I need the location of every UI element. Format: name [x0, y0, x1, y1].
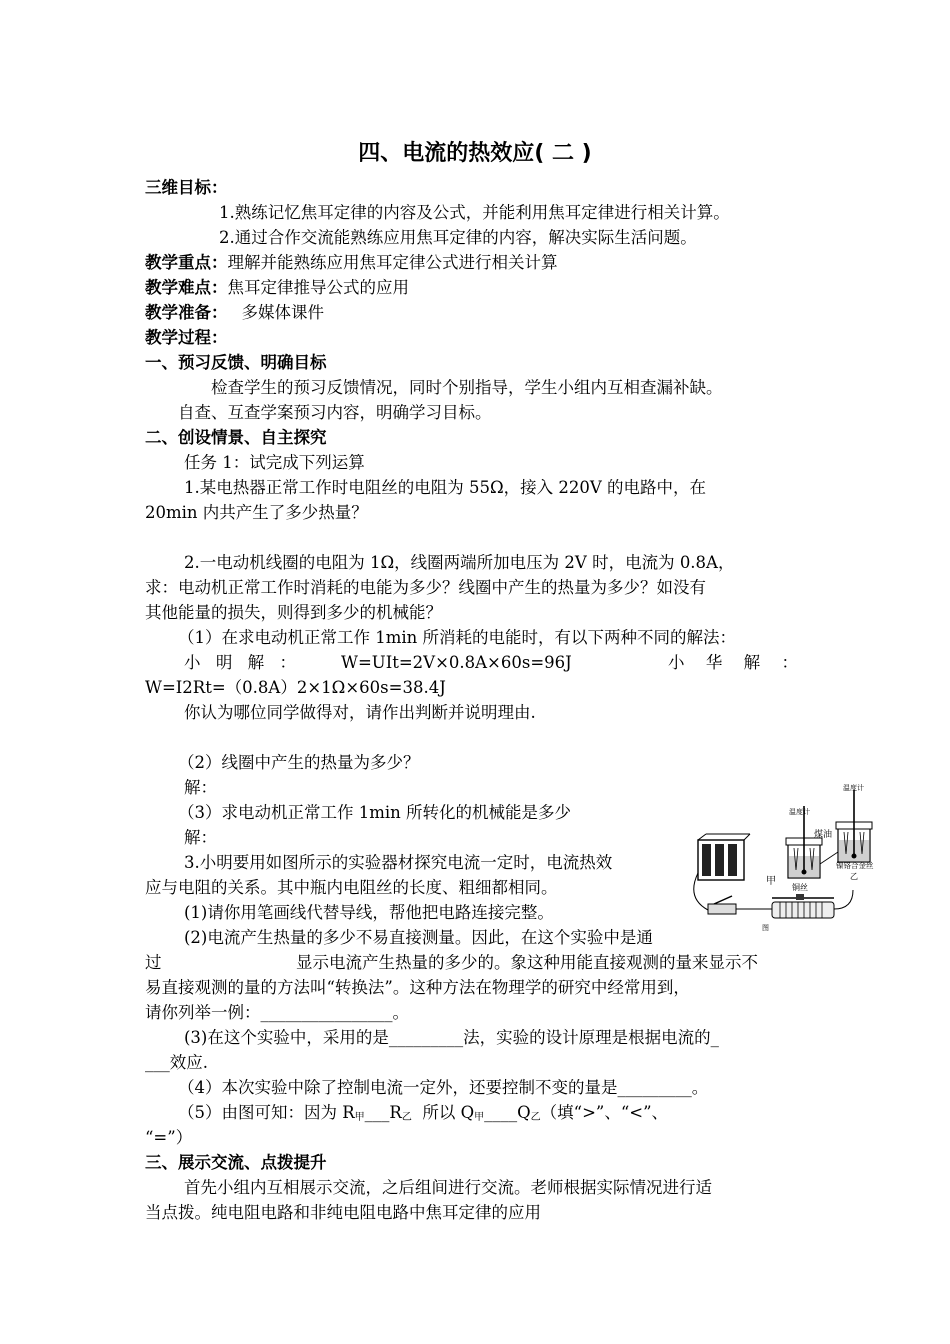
q2-sub2: （2）线圈中产生的热量为多少？	[178, 753, 420, 772]
q3-sub5-line2: “=”）	[145, 1128, 193, 1147]
judge-line: 你认为哪位同学做得对，请作出判断并说明理由.	[184, 703, 536, 722]
copper-label: 铜丝	[792, 883, 808, 892]
section1-heading: 一、预习反馈、明确目标	[145, 353, 327, 372]
page-title: 四、电流的热效应( 二 )	[358, 141, 592, 166]
q3-sub2-line1: (2)电流产生热量的多少不易直接测量。因此，在这个实验中是通	[184, 928, 653, 947]
q2-line3: 其他能量的损失，则得到多少的机械能？	[145, 603, 442, 622]
switch-icon	[708, 896, 736, 914]
q2-line2: 求：电动机正常工作时消耗的电能为多少？线圈中产生的热量为多少？如没有	[145, 578, 706, 597]
focus-row	[145, 252, 558, 274]
focus-label: 教学重点：	[145, 253, 228, 272]
q3-line2: 应与电阻的关系。其中瓶内电阻丝的长度、粗细都相同。	[145, 878, 558, 897]
yi-label: 乙	[850, 872, 858, 881]
q2-sub1: （1）在求电动机正常工作 1min 所消耗的电能时，有以下两种不同的解法：	[178, 628, 737, 647]
q1-line1: 1.某电热器正常工作时电阻丝的电阻为 55Ω，接入 220V 的电路中，在	[184, 478, 707, 497]
difficulty-row	[145, 277, 409, 299]
process-label: 教学过程：	[145, 328, 228, 347]
q3-sub2-line3: 易直接观测的量的方法叫“转换法”。这种方法在物理学的研究中经常用到，	[145, 978, 690, 997]
difficulty-label: 教学难点：	[145, 278, 228, 297]
nichrome-label: 镍铬合金丝	[836, 861, 874, 870]
goals-heading: 三维目标：	[145, 178, 228, 197]
section3-line2: 当点拨。纯电阻电路和非纯电阻电路中焦耳定律的应用	[145, 1203, 541, 1222]
q3-sub1: (1)请你用笔画线代替导线，帮他把电路连接完整。	[184, 903, 554, 922]
xiaohua-formula: W=I2Rt=（0.8A）2×1Ω×60s=38.4J	[145, 678, 446, 697]
q3-sub2-line4: 请你列举一例：________________。	[145, 1003, 409, 1022]
experiment-figure	[688, 778, 898, 948]
q3-sub2-line2b: 显示电流产生热量的多少的。象这种用能直接观测的量来显示不	[296, 953, 758, 972]
section1-line1: 检查学生的预习反馈情况，同时个别指导，学生小组内互相查漏补缺。	[211, 378, 723, 397]
battery-icon	[698, 834, 750, 880]
solution-label-1: 解：	[184, 778, 217, 797]
jia-label: 甲	[766, 876, 776, 887]
thermometer-label-2: 温度计	[843, 784, 864, 792]
section3-heading: 三、展示交流、点拨提升	[145, 1153, 327, 1172]
rheostat-icon	[772, 894, 834, 918]
q1-line2: 20min 内共产生了多少热量？	[145, 503, 368, 522]
prep-row	[145, 302, 324, 324]
figure-label: 图	[762, 924, 769, 932]
q3-sub3-line1: (3)在这个实验中，采用的是_________法，实验的设计原理是根据电流的_	[184, 1028, 719, 1047]
prep-label: 教学准备：	[145, 303, 228, 322]
q3-sub5-line1: （5）由图可知：因为 $R_甲\_\_\_R_乙$ 所以 $Q_甲\_\_\_\_Q_乙$（填“>”、“<”、	[178, 1103, 669, 1123]
section3-line1: 首先小组内互相展示交流，之后组间进行交流。老师根据实际情况进行适	[184, 1178, 712, 1197]
xiaoming-formula: W=UIt=2V×0.8A×60s=96J	[341, 653, 572, 672]
solution-label-2: 解：	[184, 828, 217, 847]
jar-yi-icon	[836, 790, 872, 862]
xiaohua-label: 小 华 解 ：	[668, 653, 798, 672]
task-line: 任务 1：试完成下列运算	[184, 453, 365, 472]
q3-sub3-line2: ___效应.	[145, 1053, 208, 1072]
xiaoming-label: 小 明 解 ：	[184, 653, 296, 672]
q3-line1: 3.小明要用如图所示的实验器材探究电流一定时，电流热效	[184, 853, 613, 872]
prep-text: 多媒体课件	[241, 303, 324, 322]
q2-line1: 2.一电动机线圈的电阻为 1Ω，线圈两端所加电压为 2V 时，电流为 0.8A，	[184, 553, 735, 572]
goal-item-1: 1.熟练记忆焦耳定律的内容及公式，并能利用焦耳定律进行相关计算。	[219, 203, 730, 222]
thermometer-label-1: 温度计	[789, 808, 810, 816]
jar-jia-icon	[786, 806, 822, 878]
q2-sub3: （3）求电动机正常工作 1min 所转化的机械能是多少	[178, 803, 572, 822]
q3-sub2-line2a: 过	[145, 953, 162, 972]
q3-sub4: （4）本次实验中除了控制电流一定外，还要控制不变的量是_________。	[178, 1078, 709, 1097]
focus-text: 理解并能熟练应用焦耳定律公式进行相关计算	[227, 253, 558, 272]
section1-line2: 自查、互查学案预习内容，明确学习目标。	[178, 403, 492, 422]
section2-heading: 二、创设情景、自主探究	[145, 428, 327, 447]
goal-item-2: 2.通过合作交流能熟练应用焦耳定律的内容，解决实际生活问题。	[219, 228, 697, 247]
difficulty-text: 焦耳定律推导公式的应用	[227, 278, 409, 297]
oil-label: 煤油	[814, 830, 833, 840]
